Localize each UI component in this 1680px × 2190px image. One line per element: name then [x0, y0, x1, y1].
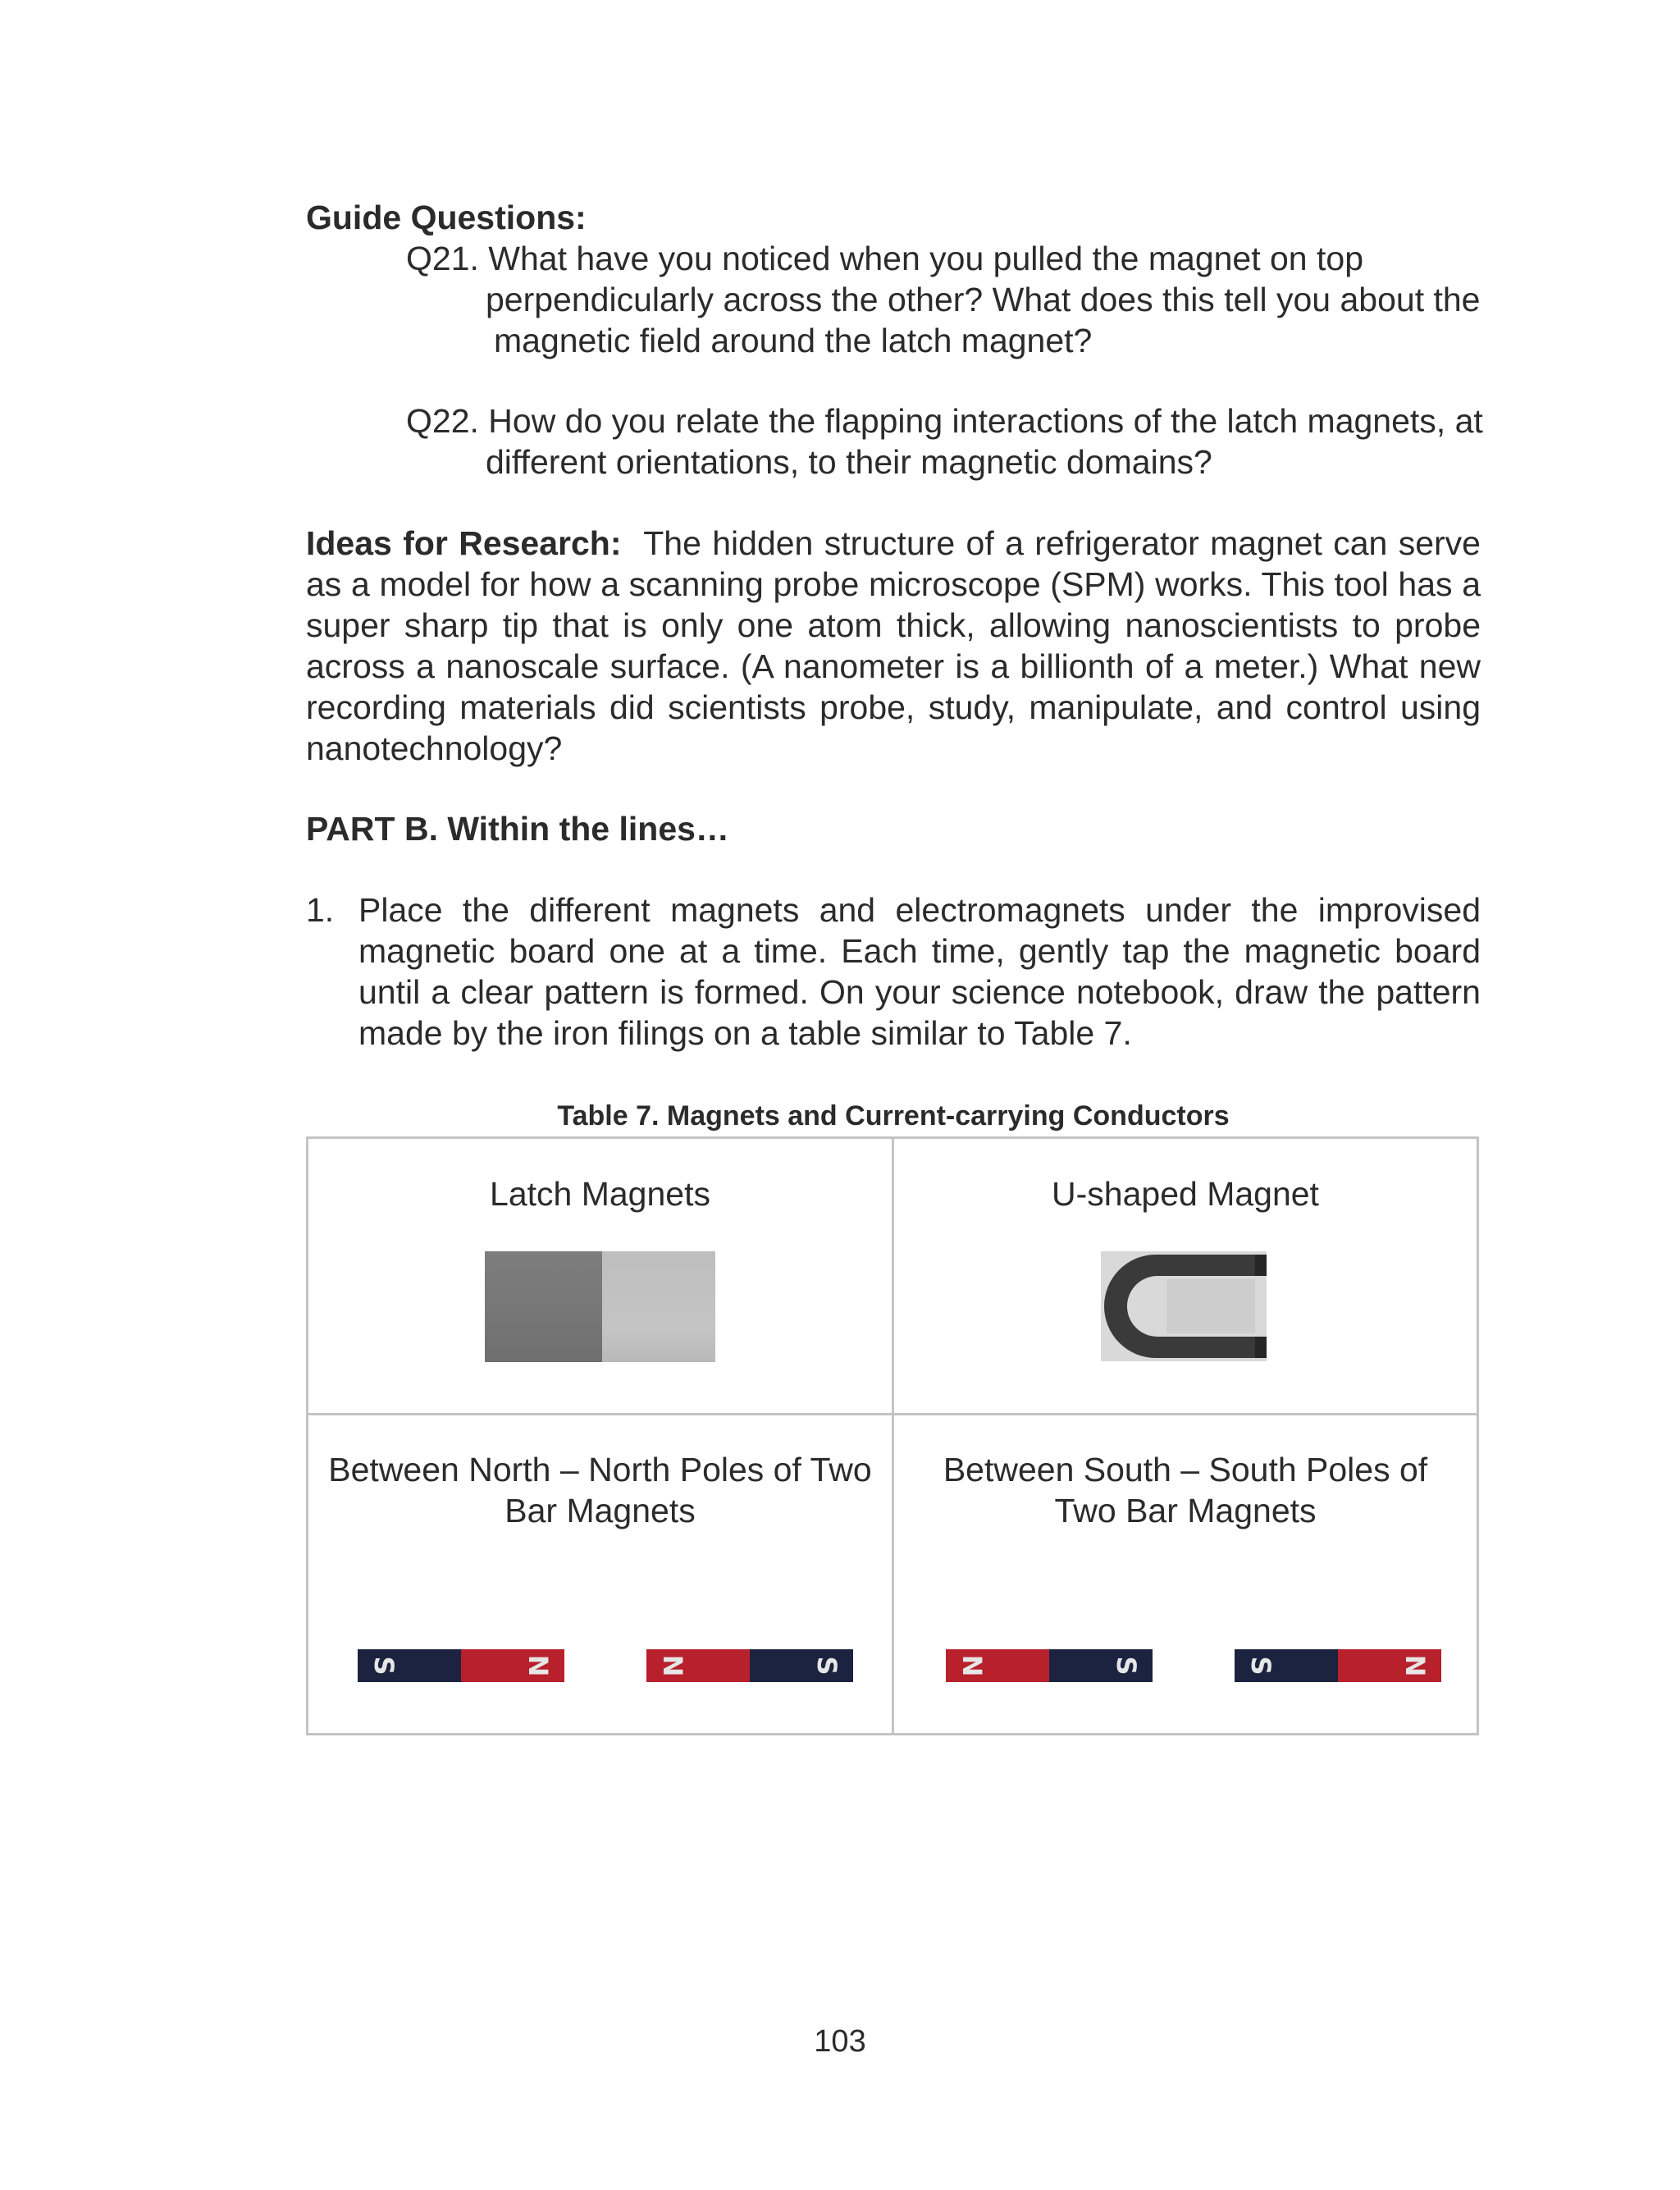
bar-magnet-4 [1235, 1649, 1441, 1682]
cell-south-south-title [894, 1449, 1477, 1531]
ideas-for-research-label: Ideas for Research: [306, 524, 622, 562]
latch-magnet-light-half [602, 1251, 715, 1362]
ideas-for-research [306, 523, 1481, 769]
u-shaped-magnet-image [1101, 1251, 1267, 1361]
guide-questions-heading: Guide Questions: [306, 199, 587, 236]
bar-magnet-3 [946, 1649, 1153, 1682]
latch-magnet-dark-half [485, 1251, 602, 1362]
pole-label-north: N [1399, 1654, 1431, 1677]
bar-magnet-2 [646, 1649, 853, 1682]
latch-magnet-image [485, 1251, 715, 1362]
question-q21 [406, 238, 1481, 361]
cell-u-shaped-magnet-title: U-shaped Magnet [1052, 1175, 1319, 1213]
q21-line-2: perpendicularly across the other? What does this tell you about the [486, 281, 1481, 318]
q22-line-1: Q22. How do you relate the flapping interactions of the latch magnets, at [406, 402, 1483, 440]
q21-line-1: Q21. What have you noticed when you pulled the magnet on top [406, 240, 1363, 277]
pole-label-north: N [523, 1654, 554, 1677]
step-text: Place the different magnets and electromagnets under the improvised magnetic board one at a time. Each time, gently tap the magnetic board until a clear pattern is formed. On your science notebook, draw the pattern made by the iron filings on a table similar to Table 7. [358, 891, 1481, 1052]
q21-line-3: magnetic field around the latch magnet? [494, 322, 1093, 359]
q22-line-2: different orientations, to their magnetic domains? [486, 443, 1212, 481]
cell-north-north-line-2: Bar Magnets [504, 1492, 696, 1529]
table-caption: Table 7. Magnets and Current-carrying Conductors [557, 1100, 1230, 1132]
pole-label-south: S [1111, 1656, 1142, 1676]
table-divider-vertical [892, 1139, 894, 1733]
pole-label-south: S [1245, 1656, 1276, 1676]
part-b-heading: PART B. Within the lines… [306, 810, 729, 848]
cell-north-north-line-1: Between North – North Poles of Two [328, 1451, 872, 1488]
pole-label-south: S [368, 1656, 399, 1676]
bar-magnet-1 [358, 1649, 564, 1682]
pole-label-south: S [811, 1656, 842, 1676]
table-divider-horizontal [308, 1413, 1477, 1415]
magnets-table [306, 1136, 1479, 1735]
pole-label-north: N [956, 1654, 988, 1677]
ideas-for-research-text: The hidden structure of a refrigerator magnet can serve as a model for how a scanning probe microscope (SPM) works. This tool has a super sharp tip that is only one atom thick, allowing nanoscientists to probe across a nanoscale surface. (A nanometer is a billionth of a meter.) What new recording materials did scientists probe, study, manipulate, and control using nanotechnology? [306, 524, 1481, 767]
cell-south-south-line-1: Between South – South Poles of [943, 1451, 1428, 1488]
question-q22 [406, 400, 1481, 482]
page-number: 103 [814, 2024, 866, 2059]
step-number: 1. [306, 891, 335, 929]
cell-south-south-line-2: Two Bar Magnets [1054, 1492, 1317, 1529]
pole-label-north: N [657, 1654, 688, 1677]
cell-north-north-title [308, 1449, 892, 1531]
cell-latch-magnets-title: Latch Magnets [490, 1175, 710, 1213]
